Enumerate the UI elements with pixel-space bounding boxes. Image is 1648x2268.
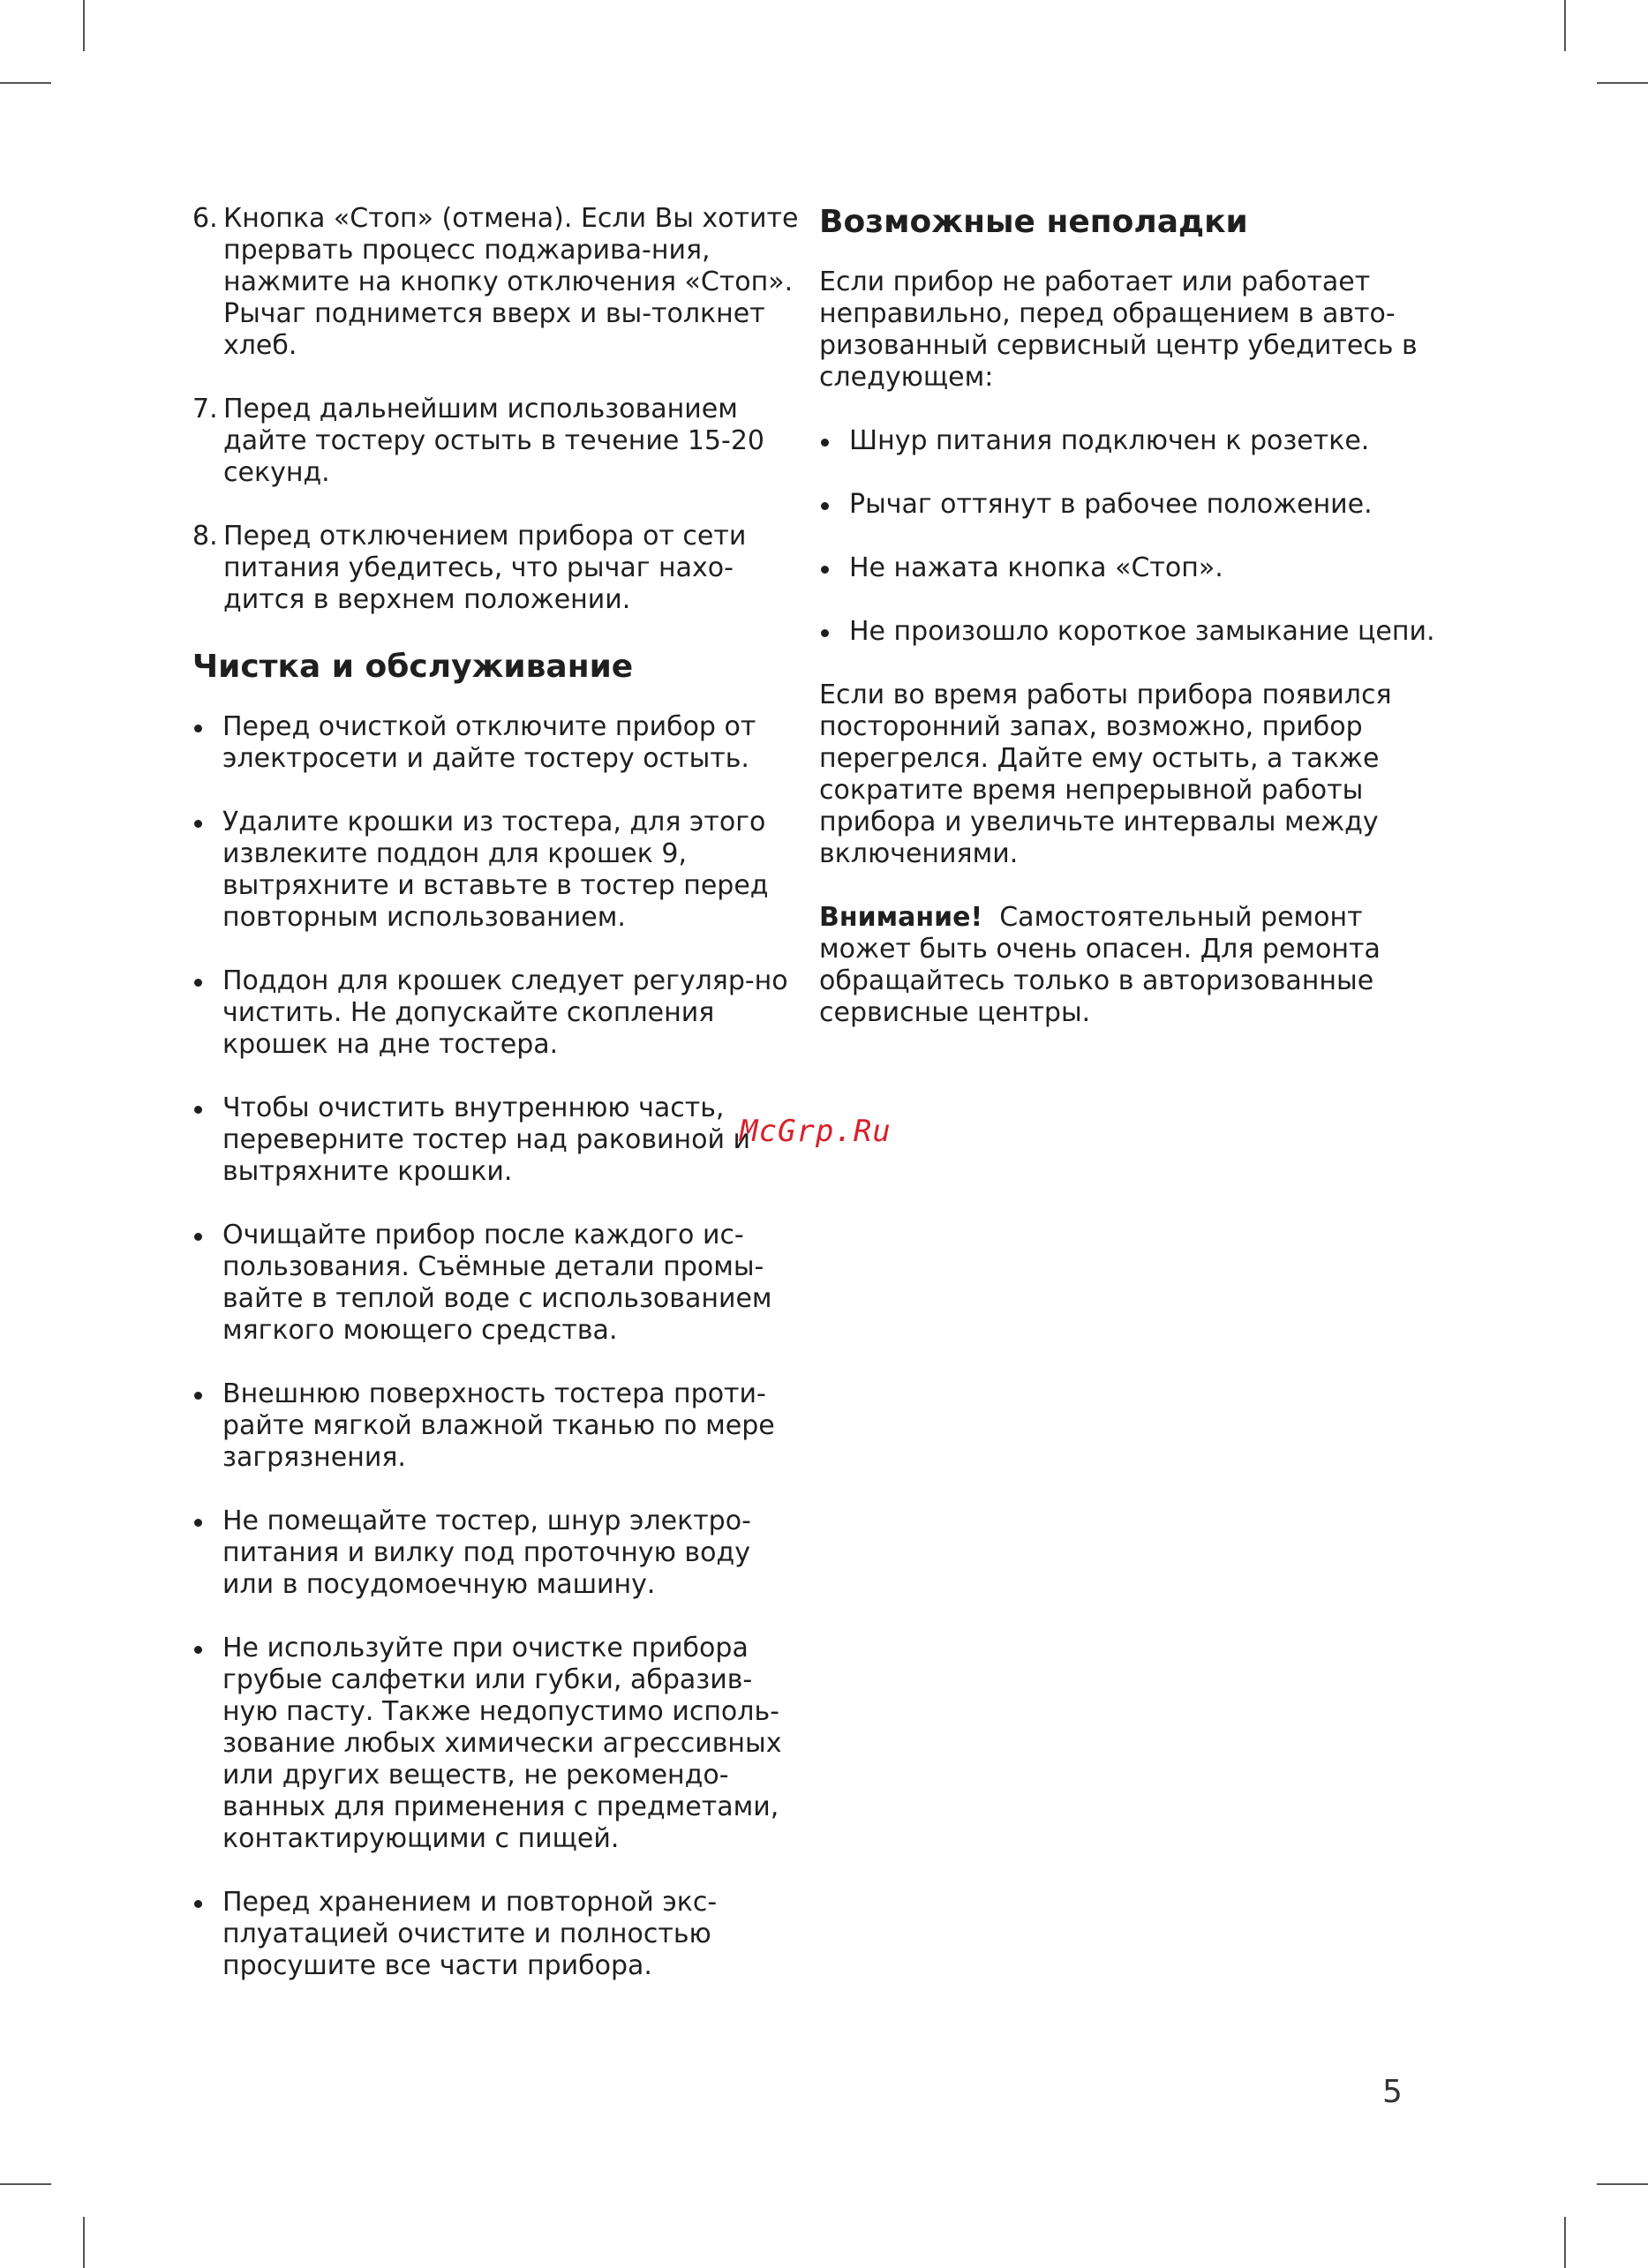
watermark: McGrp.Ru <box>740 1114 892 1149</box>
bullet-icon <box>194 820 202 828</box>
usage-steps-list <box>192 203 801 616</box>
bullet-icon <box>821 502 829 510</box>
bullet-text: Перед очисткой отключите прибор от электросети и дайте тостеру остыть. <box>222 711 756 774</box>
list-item <box>819 552 1437 584</box>
bullet-text: Очищайте прибор после каждого ис-пользования. Съёмные детали промы-вайте в теплой воде с использованием мягкого моющего средства. <box>222 1220 772 1346</box>
crop-mark <box>83 0 85 51</box>
bullet-text: Не помещайте тостер, шнур электро-питания и вилку под проточную воду или в посудомоечную машину. <box>222 1506 751 1600</box>
step-text: Перед отключением прибора от сети питания убедитесь, что рычаг нахо-дится в верхнем положении. <box>223 521 747 615</box>
bullet-icon <box>194 1519 202 1527</box>
bullet-icon <box>821 566 829 574</box>
list-item <box>192 521 801 616</box>
step-number: 7. <box>192 394 218 424</box>
list-item <box>192 1887 801 1982</box>
checklist <box>819 425 1437 648</box>
warning-text: Самостоятельный ремонт может быть очень опасен. Для ремонта обращайтесь только в авторизованные сервисные центры. <box>819 902 1381 1028</box>
crop-mark <box>83 2217 85 2268</box>
bullet-icon <box>194 1646 202 1654</box>
step-number: 6. <box>192 203 218 234</box>
bullet-text: Внешнюю поверхность тостера проти-райте мягкой влажной тканью по мере загрязнения. <box>222 1378 775 1473</box>
crop-mark <box>1564 2217 1566 2268</box>
bullet-text: Не произошло короткое замыкание цепи. <box>849 616 1435 647</box>
bullet-icon <box>194 979 202 987</box>
list-item <box>192 965 801 1061</box>
bullet-text: Поддон для крошек следует регуляр-но чистить. Не допускайте скопления крошек на дне тостера. <box>222 965 788 1060</box>
list-item <box>192 394 801 489</box>
crop-mark <box>0 82 51 84</box>
page-number: 5 <box>1382 2074 1403 2110</box>
list-item <box>192 203 801 362</box>
bullet-icon <box>194 1233 202 1241</box>
bullet-text: Не используйте при очистке прибора грубые салфетки или губки, абразив-ную пасту. Также недопустимо исполь-зование любых химически агрессивных или других веществ, не рекомендо-ванных для применения с предметами, контактирующими с пищей. <box>222 1633 782 1854</box>
list-item <box>192 1506 801 1601</box>
crop-mark <box>1564 0 1566 51</box>
left-column <box>192 203 801 2014</box>
list-item <box>192 1093 801 1188</box>
bullet-icon <box>194 1106 202 1114</box>
bullet-icon <box>194 1900 202 1908</box>
list-item <box>192 807 801 934</box>
bullet-text: Не нажата кнопка «Стоп». <box>849 552 1223 583</box>
bullet-icon <box>821 439 829 447</box>
bullet-text: Перед хранением и повторной экс-плуатацией очистите и полностью просушите все части прибора. <box>222 1887 718 1981</box>
list-item <box>192 1220 801 1347</box>
list-item <box>192 1633 801 1855</box>
list-item <box>819 425 1437 457</box>
crop-mark <box>0 2183 51 2185</box>
right-column <box>819 203 1437 1061</box>
step-number: 8. <box>192 521 218 552</box>
cleaning-heading: Чистка и обслуживание <box>192 649 634 685</box>
step-text: Перед дальнейшим использованием дайте тостеру остыть в течение 15-20 секунд. <box>223 394 764 488</box>
bullet-icon <box>194 1392 202 1400</box>
bullet-icon <box>194 725 202 732</box>
warning-label: Внимание! <box>819 902 983 933</box>
bullet-text: Рычаг оттянут в рабочее положение. <box>849 489 1373 520</box>
step-text: Кнопка «Стоп» (отмена). Если Вы хотите прервать процесс поджарива-ния, нажмите на кнопку отключения «Стоп». Рычаг поднимется вверх и вы-толкнет хлеб. <box>223 203 799 361</box>
crop-mark <box>1597 2183 1648 2185</box>
bullet-text: Шнур питания подключен к розетке. <box>849 425 1370 456</box>
crop-mark <box>1597 82 1648 84</box>
troubleshooting-intro: Если прибор не работает или работает неправильно, перед обращением в авто-ризованный сервисный центр убедитесь в следующем: <box>819 267 1418 393</box>
troubleshooting-heading: Возможные неполадки <box>819 204 1248 240</box>
cleaning-list <box>192 711 801 1982</box>
list-item <box>192 711 801 775</box>
list-item <box>819 616 1437 648</box>
warning-paragraph <box>819 902 1437 1029</box>
list-item <box>819 489 1437 521</box>
bullet-icon <box>821 629 829 637</box>
list-item <box>192 1378 801 1474</box>
bullet-text: Удалите крошки из тостера, для этого извлеките поддон для крошек 9, вытряхните и вставьте в тостер перед повторным использованием. <box>222 807 769 933</box>
bullet-text: Чтобы очистить внутреннюю часть, переверните тостер над раковиной и вытряхните крошки. <box>222 1093 751 1187</box>
overheat-paragraph: Если во время работы прибора появился посторонний запах, возможно, прибор перегрелся. Дайте ему остыть, а также сократите время непрерывной работы прибора и увеличьте интервалы между включениями. <box>819 680 1392 869</box>
